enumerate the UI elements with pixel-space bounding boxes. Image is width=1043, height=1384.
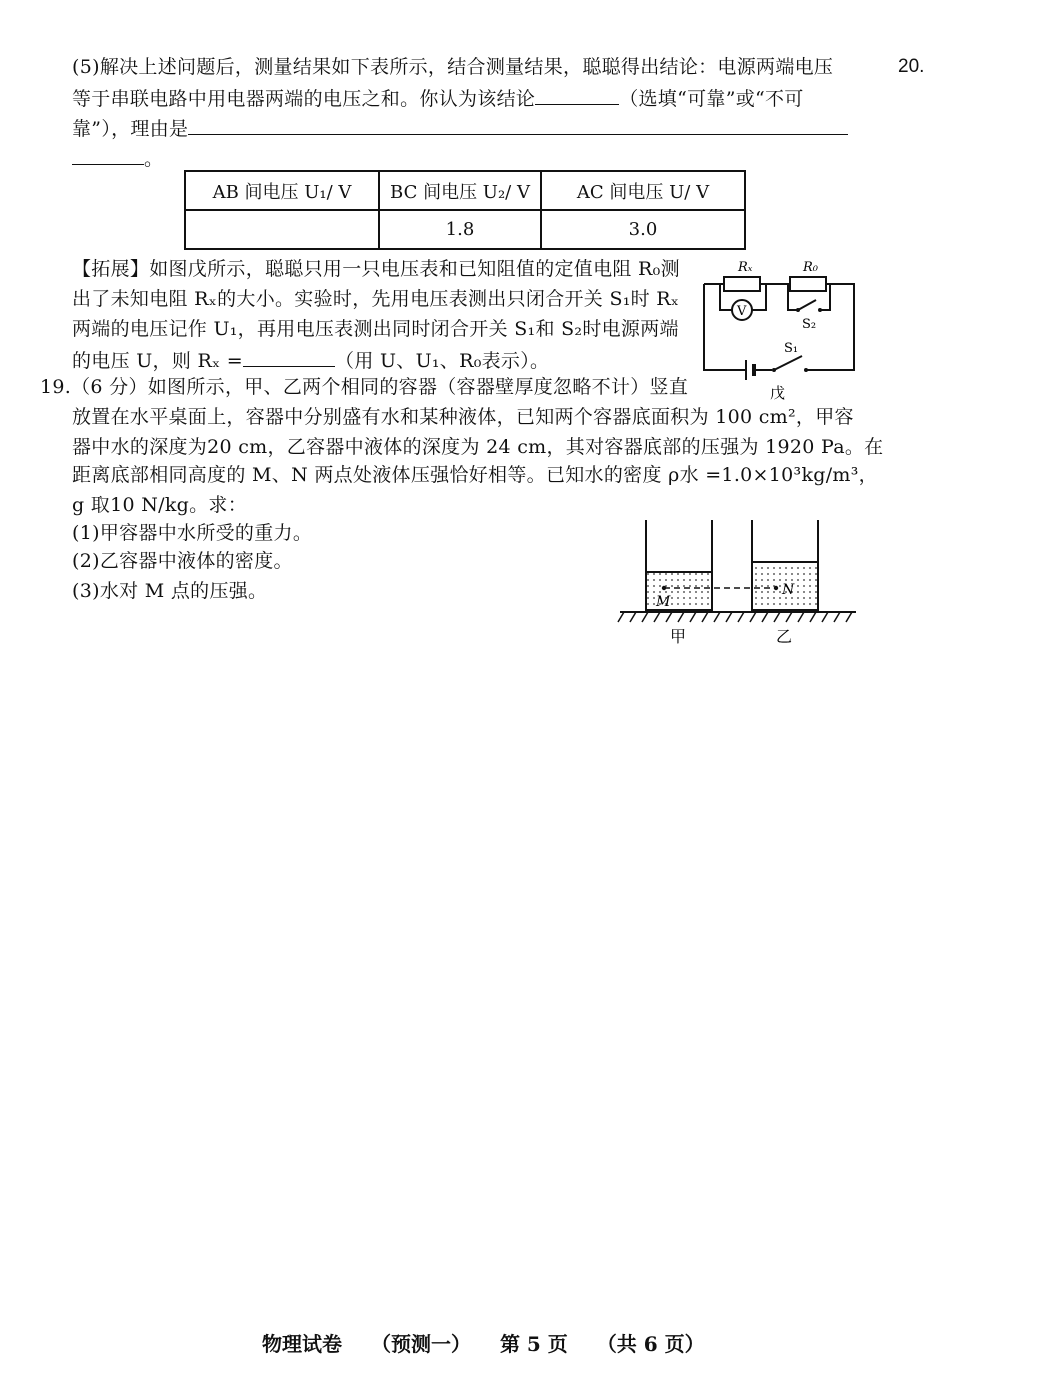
ext-line4-text: 的电压 U，则 Rₓ =: [72, 350, 244, 372]
q19-sub3: (3)水对 M 点的压强。: [72, 580, 268, 602]
s1-contact: [804, 368, 808, 372]
q19-line4: 距离底部相同高度的 M、N 两点处液体压强恰好相等。已知水的密度 ρ水 =1.0×10³kg/m³，: [72, 464, 878, 486]
s2-contact: [818, 308, 822, 312]
table-header-ac: AC 间电压 U/ V: [541, 171, 745, 210]
answer-blank-rx[interactable]: [243, 346, 335, 367]
point-m: [662, 586, 666, 590]
table-cell-bc: 1.8: [379, 210, 541, 249]
rx-label: Rₓ: [738, 260, 753, 275]
label-jia: 甲: [670, 627, 687, 646]
s2-label: S₂: [802, 317, 817, 332]
q19-sub2: (2)乙容器中液体的密度。: [72, 550, 293, 572]
label-m: M: [656, 594, 671, 610]
ext-line4: [72, 346, 549, 374]
answer-blank-reliable[interactable]: [535, 84, 619, 105]
q5-line4: [72, 144, 163, 172]
footer-subject: 物理试卷: [262, 1332, 342, 1356]
table-row: [185, 210, 745, 249]
s1-label: S₁: [784, 341, 799, 356]
q5-line2-text: 等于串联电路中用电器两端的电压之和。你认为该结论: [72, 88, 536, 110]
table-cell-ac: 3.0: [541, 210, 745, 249]
q5-line3-text: 靠”），理由是: [72, 118, 189, 140]
label-yi: 乙: [776, 627, 793, 646]
q19-line1: 19.（6 分）如图所示，甲、乙两个相同的容器（容器壁厚度忽略不计）竖直: [40, 376, 689, 398]
measurement-table: [184, 170, 746, 250]
q19-line5: g 取10 N/kg。求：: [72, 494, 248, 516]
ext-line4-end: （用 U、U₁、R₀表示）。: [335, 350, 550, 372]
s2-pivot: [796, 308, 800, 312]
footer-edition: （预测一）: [370, 1332, 471, 1356]
table-header-bc: BC 间电压 U₂/ V: [379, 171, 541, 210]
table-cell-ab[interactable]: [185, 210, 379, 249]
table-header-ab: AB 间电压 U₁/ V: [185, 171, 379, 210]
q5-line2: [72, 84, 804, 112]
q19-line3: 器中水的深度为20 cm，乙容器中液体的深度为 24 cm，其对容器底部的压强为 1920 Pa。在: [72, 436, 884, 458]
q5-line2-option: （选填“可靠”或“不可: [619, 88, 804, 110]
ext-line2: 出了未知电阻 Rₓ的大小。实验时，先用电压表测出只闭合开关 S₁时 Rₓ: [72, 288, 680, 310]
answer-blank-reason[interactable]: [188, 114, 848, 135]
ext-line3: 两端的电压记作 U₁，再用电压表测出同时闭合开关 S₁和 S₂时电源两端: [72, 318, 679, 340]
q5-line3: [72, 114, 848, 142]
q19-line2: 放置在水平桌面上，容器中分别盛有水和某种液体，已知两个容器底面积为 100 cm²，甲容: [72, 406, 854, 428]
answer-blank-reason-cont[interactable]: [72, 144, 144, 165]
q5-line1: (5)解决上述问题后，测量结果如下表所示，结合测量结果，聪聪得出结论：电源两端电压: [72, 56, 834, 78]
q19-sub1: (1)甲容器中水所受的重力。: [72, 522, 313, 544]
table-header-row: [185, 171, 745, 210]
side-question-number: 20.: [898, 56, 925, 77]
voltmeter-label: V: [737, 304, 747, 319]
circuit-caption: 戊: [770, 384, 786, 402]
point-n: [774, 586, 778, 590]
q5-line4-end: 。: [144, 148, 164, 170]
page-footer: [262, 1328, 727, 1357]
footer-page: 第 5 页: [499, 1332, 568, 1356]
r0-label: R₀: [803, 260, 818, 275]
containers-diagram: [616, 512, 866, 652]
s1-pivot: [772, 368, 776, 372]
circuit-diagram: [690, 252, 865, 402]
label-n: N: [782, 582, 795, 598]
ext-line1: 【拓展】如图戊所示，聪聪只用一只电压表和已知阻值的定值电阻 R₀测: [72, 258, 680, 280]
footer-total: （共 6 页）: [596, 1332, 705, 1356]
